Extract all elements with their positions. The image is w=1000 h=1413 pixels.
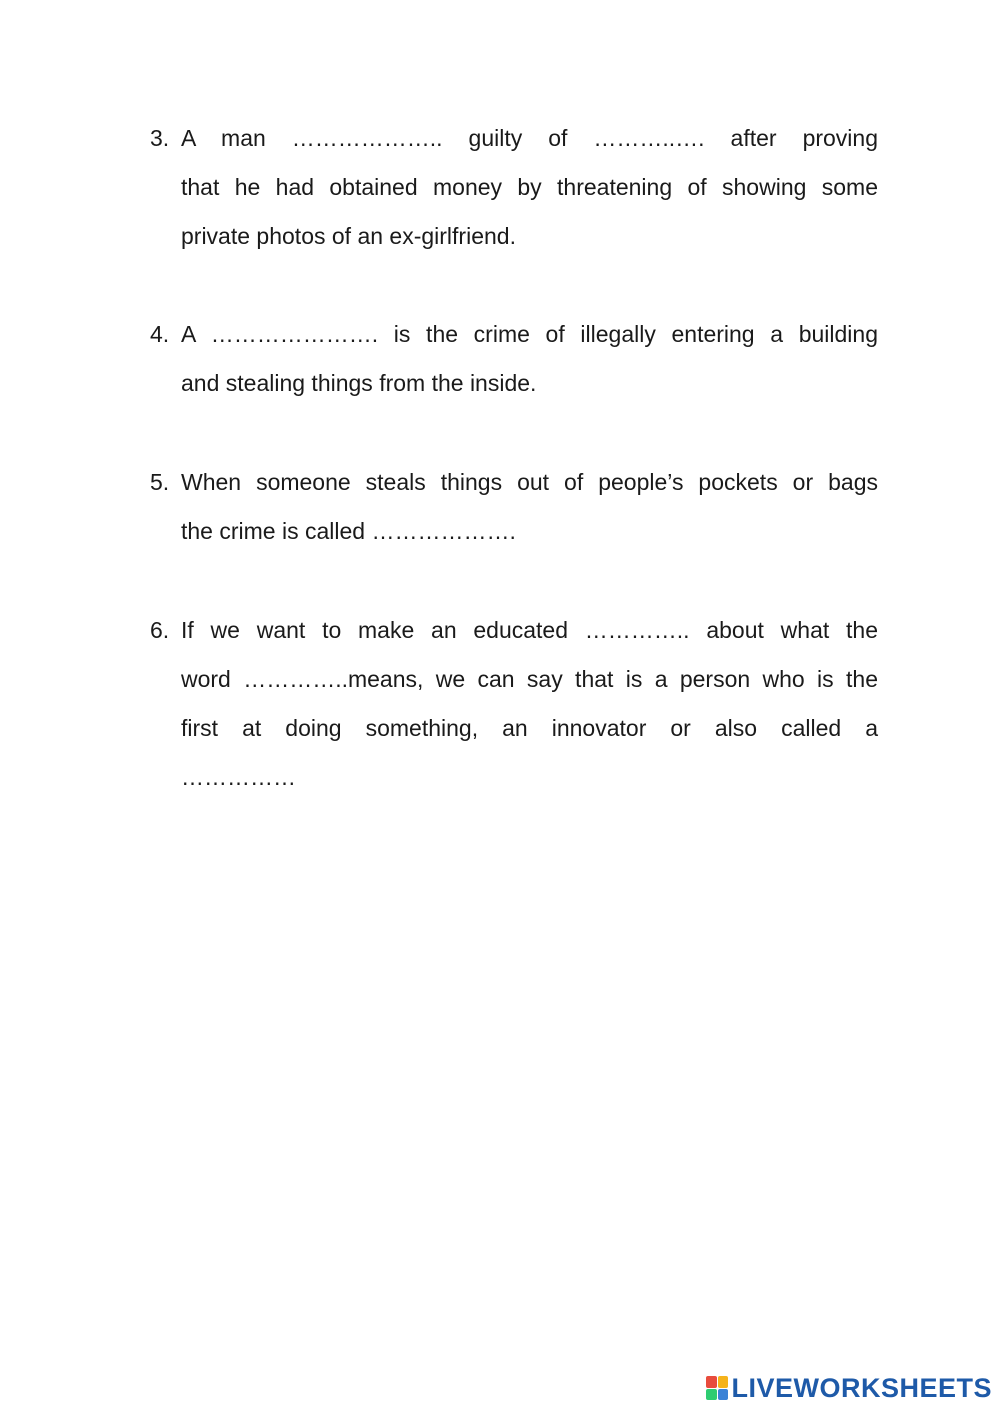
logo-blocks-icon [706, 1376, 728, 1400]
question-line: When someone steals things out of people’s pockets or bags [181, 469, 878, 495]
question-line: the crime is called ………………. [181, 518, 516, 544]
question-line: and stealing things from the inside. [181, 370, 537, 396]
question-6 [150, 606, 878, 802]
question-3 [150, 114, 878, 261]
question-number: 3. [150, 125, 170, 151]
question-line: first at doing something, an innovator or also called a [181, 715, 878, 741]
liveworksheets-logo [706, 1371, 992, 1405]
question-4 [150, 310, 878, 408]
question-number: 5. [150, 469, 170, 495]
logo-text: LIVEWORKSHEETS [731, 1372, 992, 1403]
question-line: A man ……………….. guilty of ………..…. after proving [181, 125, 878, 151]
question-line: If we want to make an educated ………….. about what the [181, 617, 878, 643]
question-5 [150, 458, 878, 556]
question-number: 4. [150, 321, 170, 347]
question-line: …………… [181, 764, 296, 790]
question-line: A …………………. is the crime of illegally entering a building [181, 321, 878, 347]
question-line: private photos of an ex-girlfriend. [181, 223, 516, 249]
question-number: 6. [150, 617, 170, 643]
question-line: that he had obtained money by threatening of showing some [181, 174, 878, 200]
question-line: word …………..means, we can say that is a person who is the [181, 666, 878, 692]
